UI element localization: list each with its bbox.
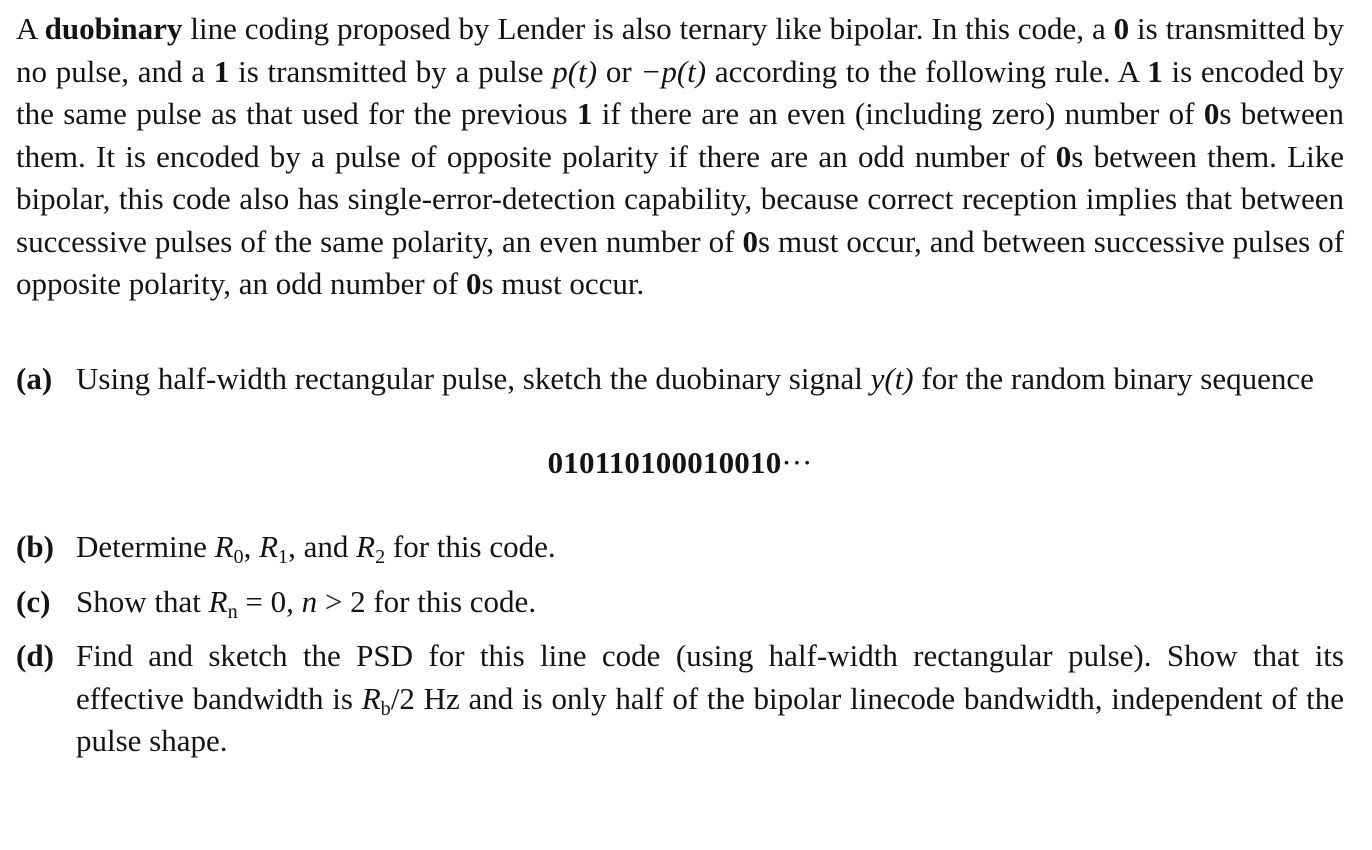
part-text-segment: Find and sketch the PSD for this line code (using half-width rectangular pulse). Show that its effective bandwidth is [76, 638, 1344, 716]
part-text-segment: Using half-width rectangular pulse, sketch the duobinary signal [76, 360, 871, 396]
math-pulse-negative: −p(t) [640, 53, 707, 89]
intro-text: if there are an even (including zero) number of [592, 96, 1204, 131]
bit-one: 1 [1147, 53, 1163, 89]
intro-text: is transmitted by a pulse [229, 53, 553, 89]
problem-page [16, 8, 1344, 763]
part-a [16, 358, 1344, 401]
part-text-segment: /2 Hz [390, 680, 460, 716]
problem-parts [16, 358, 1344, 763]
bit-zero: 0 [1203, 96, 1220, 131]
math-r1: R [259, 529, 279, 564]
intro-text: s must occur. [481, 266, 645, 301]
part-text-segment: , and [288, 529, 357, 564]
part-text-segment: and is only half of the bipolar linecode bandwidth, independent of the pulse shape. [76, 680, 1344, 758]
bit-zero: 0 [465, 266, 482, 301]
part-label: (b) [16, 529, 54, 564]
part-text-segment: , [243, 529, 260, 564]
part-text [76, 358, 1344, 401]
part-label: (d) [16, 638, 54, 673]
term-duobinary: duobinary [44, 11, 183, 46]
intro-text: s must occur, and between successive pulses of opposite polarity, an odd number of [16, 223, 1345, 301]
part-label: (c) [16, 583, 51, 619]
bit-zero: 0 [742, 223, 758, 259]
math-r2: R [356, 529, 376, 564]
intro-text: A [16, 11, 45, 46]
part-d [16, 635, 1344, 763]
math-subscript: 1 [278, 546, 289, 569]
intro-text: s between them. It is encoded by a pulse of opposite polarity if there are an odd number of [16, 96, 1344, 174]
math-rn: R [208, 583, 228, 619]
math-signal: y(t) [870, 360, 914, 396]
intro-text: is transmitted by no pulse, and a [16, 11, 1344, 89]
problem-intro-paragraph [16, 8, 1344, 306]
intro-text: according to the following rule. A [706, 53, 1148, 89]
bit-one: 1 [576, 96, 593, 131]
math-subscript: b [380, 697, 391, 720]
part-text [76, 581, 1344, 624]
part-text-segment: for the random binary sequence [913, 360, 1314, 396]
math-r0: R [214, 529, 234, 564]
sequence-ellipsis: ··· [781, 445, 813, 480]
intro-text: line coding proposed by Lender is also ternary like bipolar. In this code, a [182, 11, 1114, 46]
bit-zero: 0 [1055, 138, 1072, 174]
binary-sequence: 010110100010010 [547, 445, 782, 480]
math-subscript: 0 [233, 546, 244, 569]
part-text-segment: Show that [76, 583, 209, 619]
part-text-segment: for this code. [385, 529, 556, 564]
bit-one: 1 [213, 53, 230, 89]
intro-text: s between them. Like bipolar, this code also has single-error-detection capability, because correct reception implies that between successive pulses of the same polarity, an even number of [16, 138, 1345, 259]
math-subscript: 2 [375, 546, 386, 569]
part-text-segment: = 0, [237, 583, 302, 619]
part-text-segment: Determine [76, 529, 215, 564]
part-text [76, 635, 1344, 763]
math-subscript: n [227, 600, 238, 623]
math-n: n [301, 583, 318, 619]
binary-sequence-row [16, 442, 1344, 484]
intro-text: is encoded by the same pulse as that used for the previous [16, 53, 1344, 131]
math-pulse-positive: p(t) [552, 53, 598, 89]
part-text [76, 526, 1344, 569]
part-b [16, 526, 1344, 569]
part-c [16, 581, 1344, 624]
math-rb: R [361, 680, 381, 716]
intro-text: or [597, 53, 641, 89]
bit-zero: 0 [1113, 11, 1130, 46]
part-label: (a) [16, 360, 53, 396]
part-text-segment: > 2 for this code. [317, 583, 537, 619]
